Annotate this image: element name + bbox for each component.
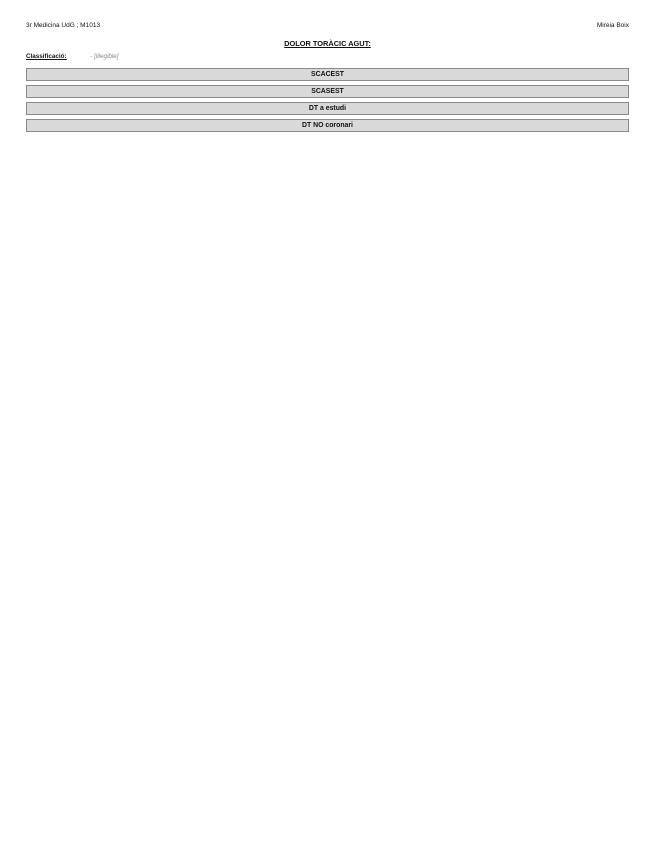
- section-title-dt-no-coronari: DT NO coronari: [26, 119, 629, 132]
- classification-line: - [illegible]: [94, 53, 119, 61]
- header-left: 3r Medicina UdG ; M1013: [26, 22, 101, 29]
- classification-list: [82, 53, 119, 61]
- header: [26, 22, 629, 31]
- classification: [26, 53, 629, 61]
- header-right: Mireia Boix: [596, 22, 629, 29]
- section-title-scacest: SCACEST: [26, 68, 629, 81]
- section-title-scasest: SCASEST: [26, 85, 629, 98]
- document-title: DOLOR TORÀCIC AGUT:: [284, 38, 371, 48]
- classification-label: Classificació:: [26, 53, 67, 61]
- section-title-dt-estudi: DT a estudi: [26, 102, 629, 115]
